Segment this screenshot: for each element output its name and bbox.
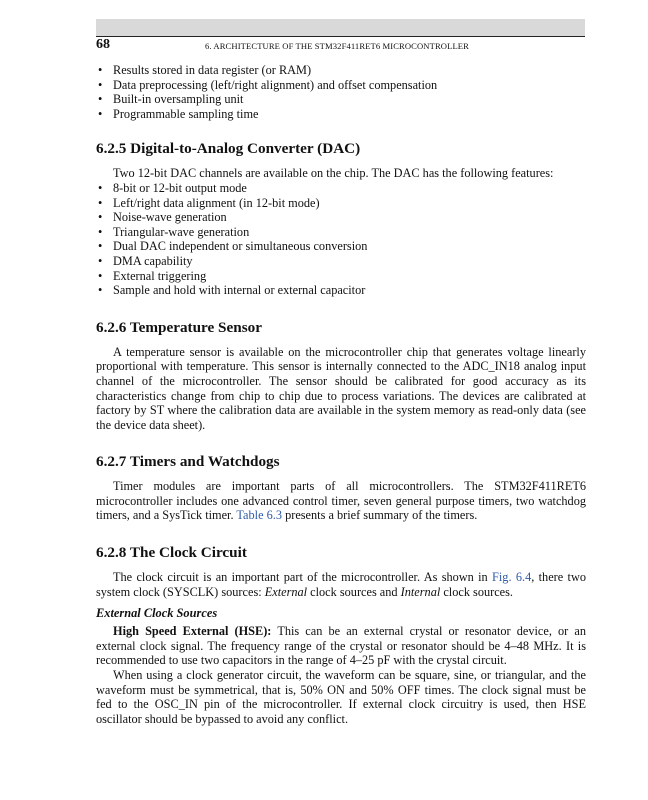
clock-text-mid2: clock sources and [307, 584, 401, 599]
clock-text-after: clock sources. [440, 584, 513, 599]
temperature-paragraph: A temperature sensor is available on the microcontroller chip that generates voltage linearly proportional with temperature. This sensor is internally connected to the ADC_IN18 analog input channel of the microcontroller. The sensor should be calibrated for good accuracy as its characteristics change from chip to chip due to process variations. The devices are calibrated at factory by ST where the calibration data are available in the system memory as read-only data (see the device data sheet). [96, 344, 586, 432]
timers-paragraph [96, 479, 586, 523]
header-rule [96, 36, 585, 37]
clock-generator-paragraph: When using a clock generator circuit, the waveform can be square, sine, or triangular, and the waveform must be symmetrical, that is, 50% ON and 50% OFF times. The clock signal must be fed to the OSC_IN pin of the microcontroller. If external clock circuitry is used, then HSE oscillator should be bypassed to avoid any conflict. [96, 668, 586, 726]
section-heading-clock: 6.2.8 The Clock Circuit [96, 544, 247, 562]
section-heading-timers: 6.2.7 Timers and Watchdogs [96, 453, 280, 471]
list-item: • Noise-wave generation [96, 210, 586, 225]
list-item: • Sample and hold with internal or external capacitor [96, 283, 586, 298]
list-item: • Results stored in data register (or RAM) [96, 63, 586, 78]
list-item: • 8-bit or 12-bit output mode [96, 181, 586, 196]
clock-em-internal: Internal [400, 584, 441, 599]
list-item: • Built-in oversampling unit [96, 92, 586, 107]
section-heading-dac: 6.2.5 Digital-to-Analog Converter (DAC) [96, 140, 361, 158]
hse-paragraph [96, 624, 586, 668]
list-item: • DMA capability [96, 254, 586, 269]
fig-6-4-link[interactable]: Fig. 6.4 [492, 570, 532, 585]
running-head: 6. ARCHITECTURE OF THE STM32F411RET6 MICROCONTROLLER [205, 41, 469, 51]
list-item: • Dual DAC independent or simultaneous conversion [96, 239, 586, 254]
table-6-3-link[interactable]: Table 6.3 [236, 508, 282, 523]
dac-intro-paragraph: Two 12-bit DAC channels are available on the chip. The DAC has the following features: [113, 166, 554, 181]
section-heading-temperature: 6.2.6 Temperature Sensor [96, 318, 262, 336]
list-item: • Programmable sampling time [96, 107, 586, 122]
clock-paragraph [96, 570, 586, 599]
intro-bullet-list [96, 63, 586, 121]
header-band [96, 19, 585, 36]
page-number: 68 [96, 37, 110, 52]
dac-feature-list [96, 181, 586, 298]
list-item: • Left/right data alignment (in 12-bit mode) [96, 196, 586, 211]
hse-label: High Speed External (HSE): [113, 624, 272, 639]
clock-text-before: The clock circuit is an important part of the microcontroller. As shown in [113, 570, 493, 585]
clock-em-external: External [264, 584, 308, 599]
subheading-external-clock: External Clock Sources [96, 606, 218, 621]
list-item: • External triggering [96, 269, 586, 284]
timers-text-after: presents a brief summary of the timers. [282, 508, 478, 523]
list-item: • Triangular-wave generation [96, 225, 586, 240]
page-body [96, 63, 586, 726]
timers-text-before: Timer modules are important parts of all microcontrollers. The STM32F411RET6 microcontroller includes one advanced control timer, seven general purpose timers, two watchdog timers, and a SysTick timer. [96, 479, 586, 523]
clock-text-mid: , there two system clock (SYSCLK) sources: [96, 570, 586, 599]
hse-text: This can be an external crystal or resonator device, or an external clock signal. The frequency range of the crystal or resonator should be 4–48 MHz. It is recommended to use two capacitors in the range of 4–25 pF with the crystal circuit. [96, 624, 587, 668]
list-item: • Data preprocessing (left/right alignment) and offset compensation [96, 78, 586, 93]
